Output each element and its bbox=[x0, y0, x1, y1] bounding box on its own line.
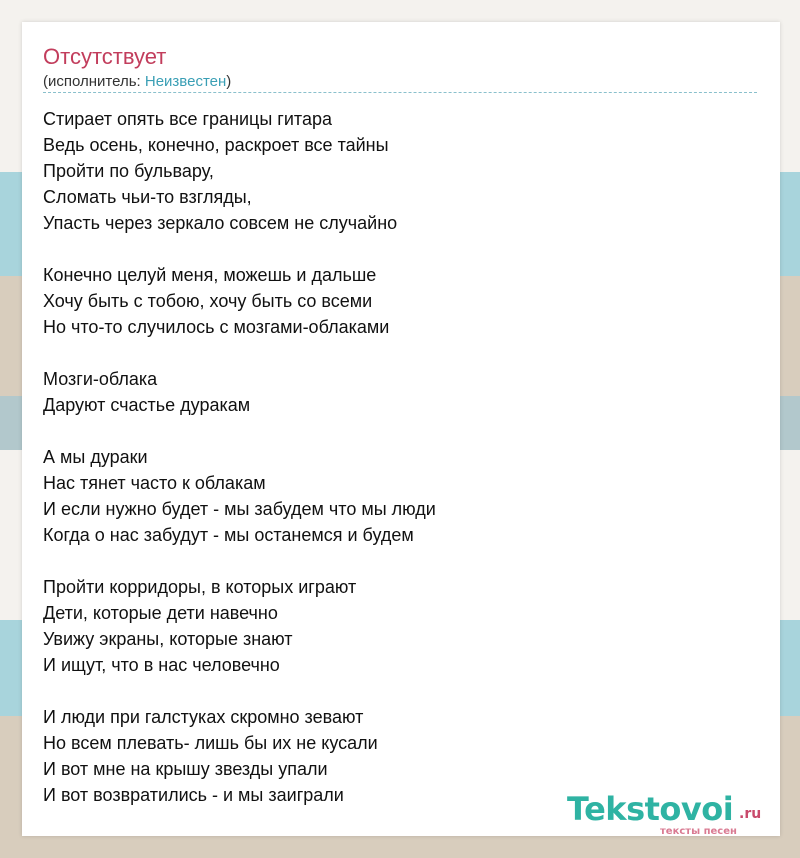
lyric-line: Упасть через зеркало совсем не случайно bbox=[43, 213, 398, 233]
lyric-line: Даруют счастье дуракам bbox=[43, 395, 251, 415]
lyrics-text bbox=[43, 106, 743, 808]
lyric-line: Но что-то случилось с мозгами-облаками bbox=[43, 317, 390, 337]
lyric-blank-line bbox=[43, 340, 743, 366]
lyric-line: Конечно целуй меня, можешь и дальше bbox=[43, 265, 377, 285]
lyric-blank-line bbox=[43, 236, 743, 262]
divider bbox=[43, 92, 757, 93]
song-title: Отсутствует bbox=[43, 44, 167, 69]
logo-wordmark: Tekstovoi bbox=[567, 790, 734, 828]
lyric-line: Увижу экраны, которые знают bbox=[43, 629, 293, 649]
lyric-line: И люди при галстуках скромно зевают bbox=[43, 707, 364, 727]
artist-link[interactable]: Неизвестен bbox=[144, 73, 227, 90]
lyric-line: Хочу быть с тобою, хочу быть со всеми bbox=[43, 291, 373, 311]
lyric-line: Сломать чьи-то взгляды, bbox=[43, 187, 252, 207]
artist-suffix: ) bbox=[226, 73, 232, 90]
lyric-line: Пройти корридоры, в которых играют bbox=[43, 577, 357, 597]
lyric-line: Мозги-облака bbox=[43, 369, 158, 389]
artist-line bbox=[43, 73, 231, 90]
lyric-line: И ищут, что в нас человечно bbox=[43, 655, 280, 675]
lyrics-card bbox=[22, 22, 780, 836]
lyric-line: А мы дураки bbox=[43, 447, 148, 467]
lyric-line: Ведь осень, конечно, раскроет все тайны bbox=[43, 135, 389, 155]
lyric-line: Стирает опять все границы гитара bbox=[43, 109, 333, 129]
lyric-blank-line bbox=[43, 548, 743, 574]
lyric-line: Пройти по бульвару, bbox=[43, 161, 214, 181]
lyric-line: Когда о нас забудут - мы останемся и будем bbox=[43, 525, 414, 545]
lyric-line: И вот мне на крышу звезды упали bbox=[43, 759, 328, 779]
logo-domain: .ru bbox=[739, 806, 762, 822]
site-logo[interactable] bbox=[567, 790, 777, 840]
lyric-line: И вот возвратились - и мы заиграли bbox=[43, 785, 344, 805]
lyric-line: Дети, которые дети навечно bbox=[43, 603, 278, 623]
lyric-blank-line bbox=[43, 678, 743, 704]
lyric-line: Нас тянет часто к облакам bbox=[43, 473, 266, 493]
lyric-line: И если нужно будет - мы забудем что мы люди bbox=[43, 499, 436, 519]
lyric-blank-line bbox=[43, 418, 743, 444]
logo-tagline: тексты песен bbox=[660, 826, 737, 837]
artist-prefix: (исполнитель: bbox=[43, 73, 145, 90]
lyric-line: Но всем плевать- лишь бы их не кусали bbox=[43, 733, 378, 753]
